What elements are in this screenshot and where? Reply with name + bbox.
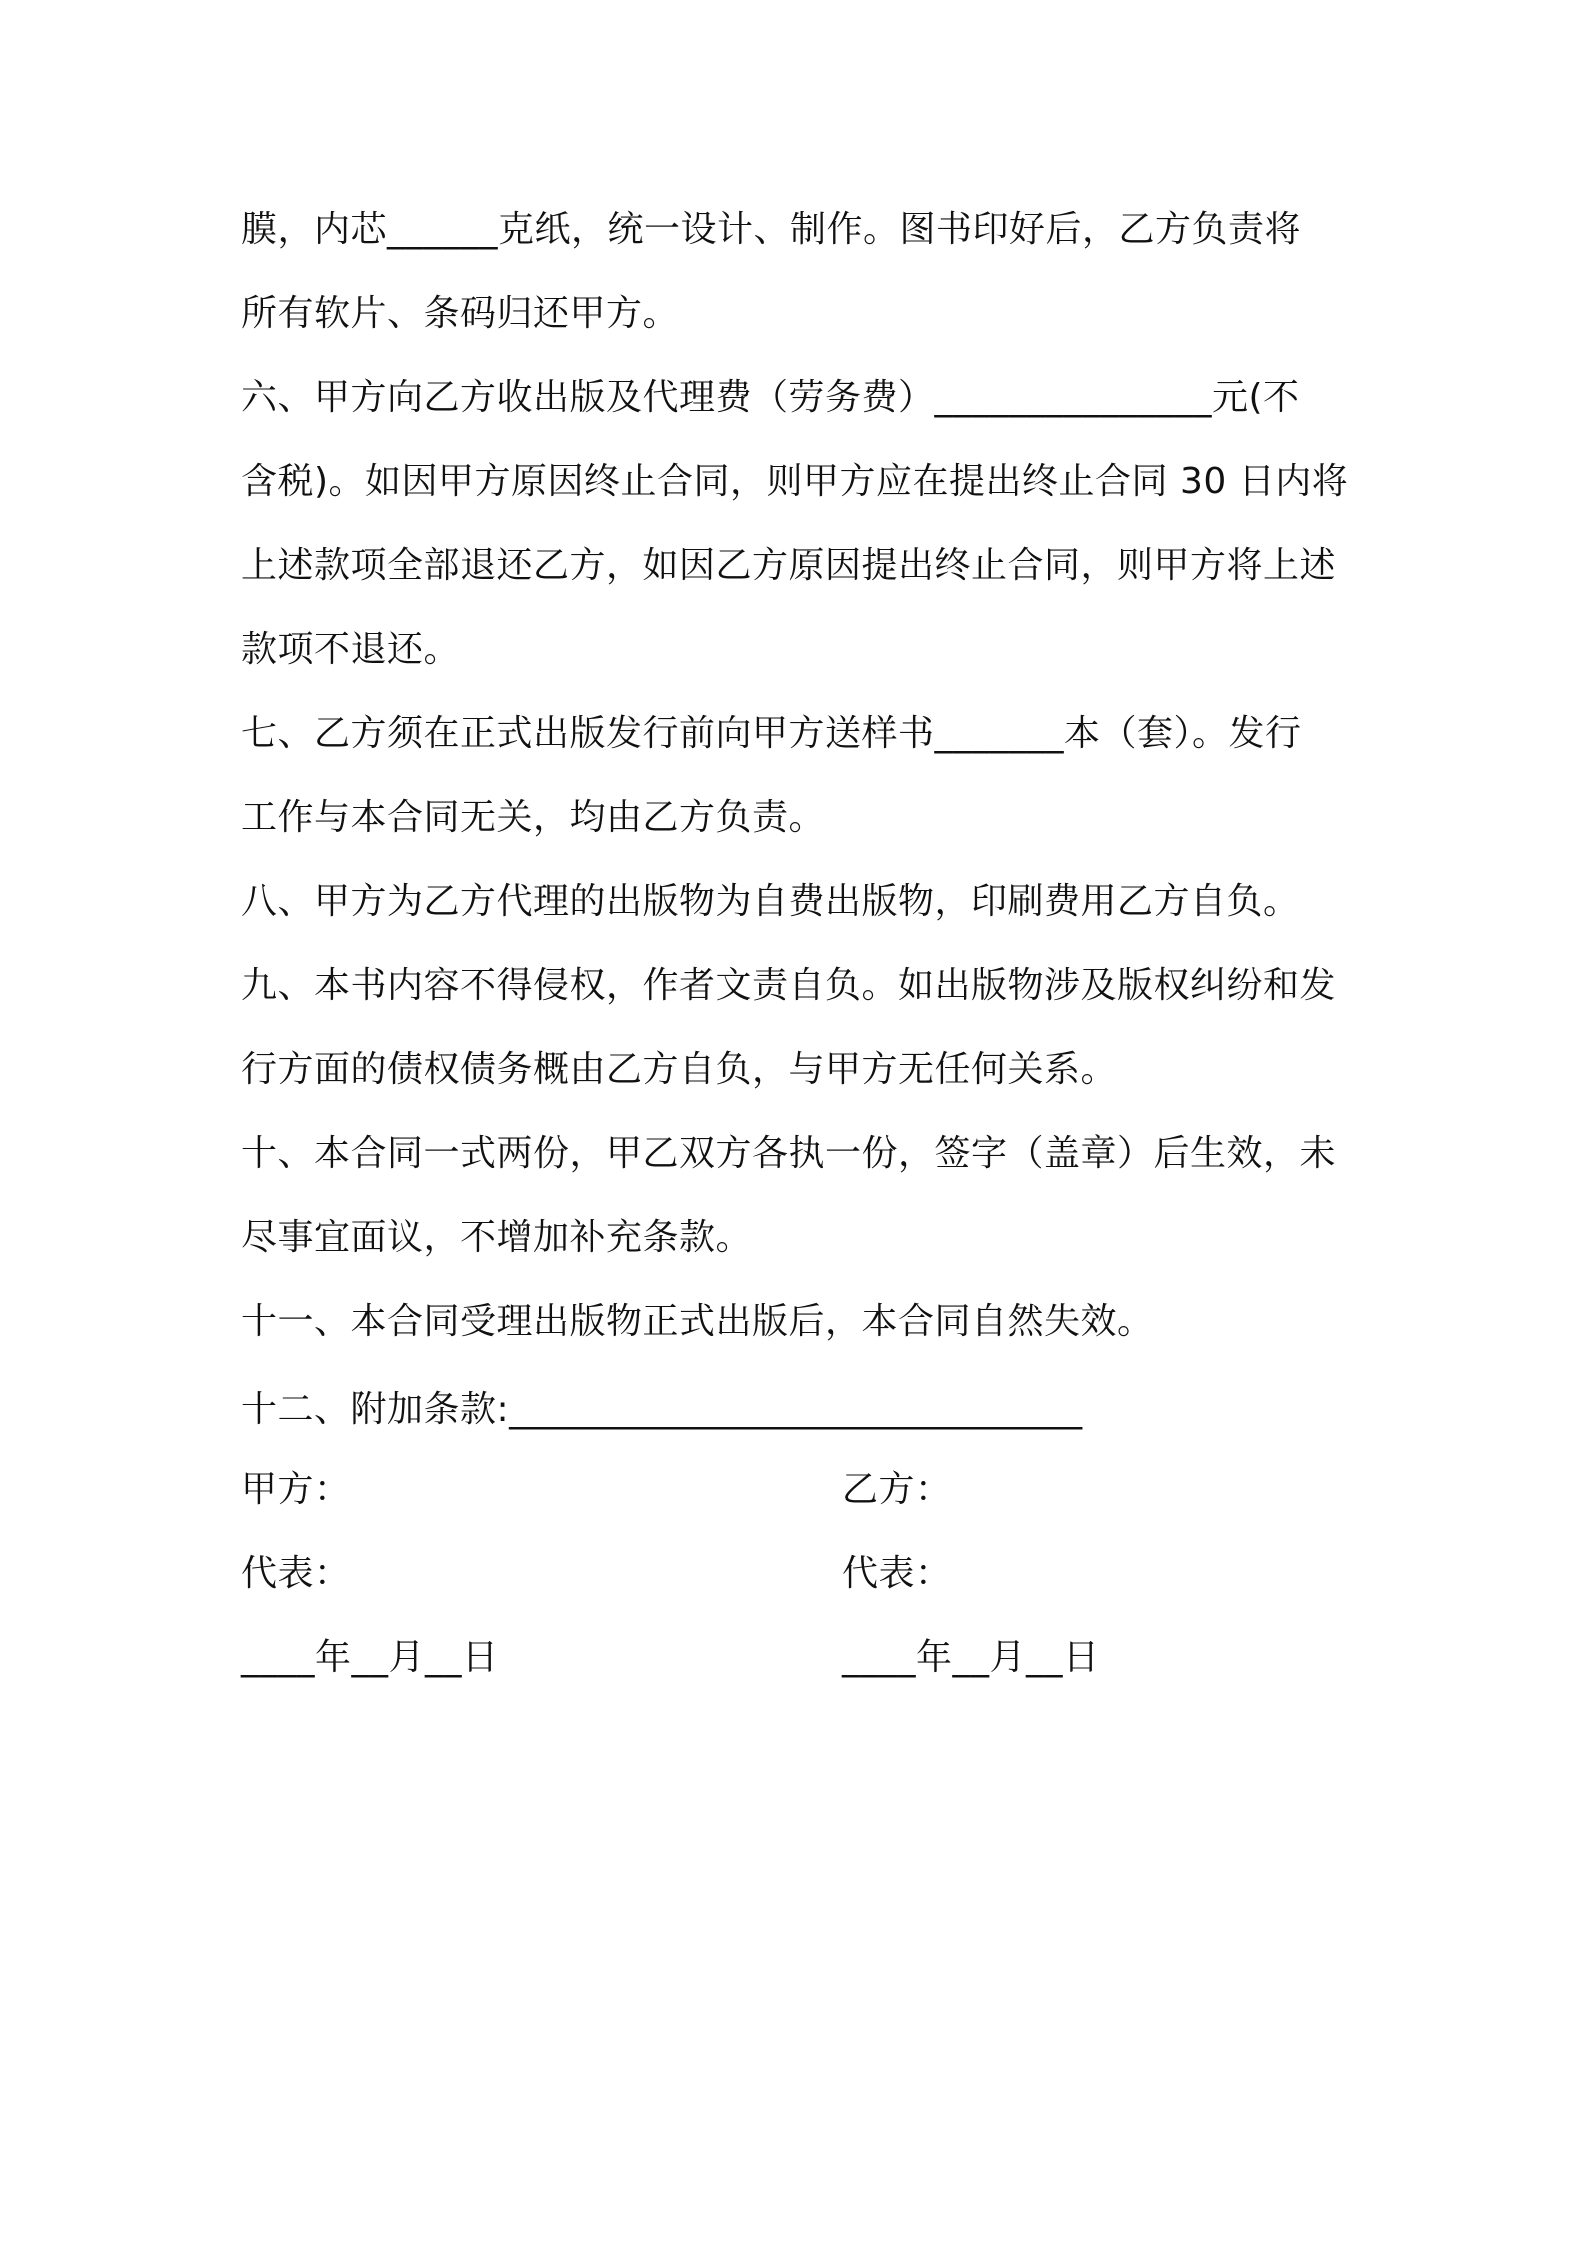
clause-6-line-3: 上述款项全部退还乙方，如因乙方原因提出终止合同，则甲方将上述 bbox=[241, 545, 1337, 586]
representative-b-label: 代表： bbox=[842, 1553, 952, 1594]
clause-7-line-1: 七、乙方须在正式出版发行前向甲方送样书_______本（套）。发行 bbox=[241, 713, 1302, 754]
clause-10-line-2: 尽事宜面议，不增加补充条款。 bbox=[241, 1217, 753, 1258]
clause-9-line-1: 九、本书内容不得侵权，作者文责自负。如出版物涉及版权纠纷和发 bbox=[241, 965, 1337, 1006]
party-b-label: 乙方： bbox=[842, 1469, 952, 1510]
clause-6-line-2: 含税)。如因甲方原因终止合同，则甲方应在提出终止合同 30 日内将 bbox=[241, 461, 1349, 502]
clause-11-line-1: 十一、本合同受理出版物正式出版后，本合同自然失效。 bbox=[241, 1301, 1154, 1342]
date-b-field: ____年__月__日 bbox=[842, 1637, 1100, 1678]
date-a-field: ____年__月__日 bbox=[241, 1637, 499, 1678]
clause-6-line-4: 款项不退还。 bbox=[241, 629, 461, 670]
representative-a-label: 代表： bbox=[241, 1553, 351, 1594]
party-a-label: 甲方： bbox=[241, 1469, 351, 1510]
clause-10-line-1: 十、本合同一式两份，甲乙双方各执一份，签字（盖章）后生效，未 bbox=[241, 1133, 1337, 1174]
clause-12-line-1: 十二、附加条款:_______________________________ bbox=[241, 1389, 1083, 1430]
clause-7-line-2: 工作与本合同无关，均由乙方负责。 bbox=[241, 797, 826, 838]
clause-6-line-1: 六、甲方向乙方收出版及代理费（劳务费）_______________元(不 bbox=[241, 377, 1300, 418]
clause-8-line-1: 八、甲方为乙方代理的出版物为自费出版物，印刷费用乙方自负。 bbox=[241, 881, 1300, 922]
clause-5-line-2: 所有软片、条码归还甲方。 bbox=[241, 293, 680, 334]
clause-9-line-2: 行方面的债权债务概由乙方自负，与甲方无任何关系。 bbox=[241, 1049, 1118, 1090]
clause-5-line-1: 膜，内芯______克纸，统一设计、制作。图书印好后，乙方负责将 bbox=[241, 209, 1302, 250]
